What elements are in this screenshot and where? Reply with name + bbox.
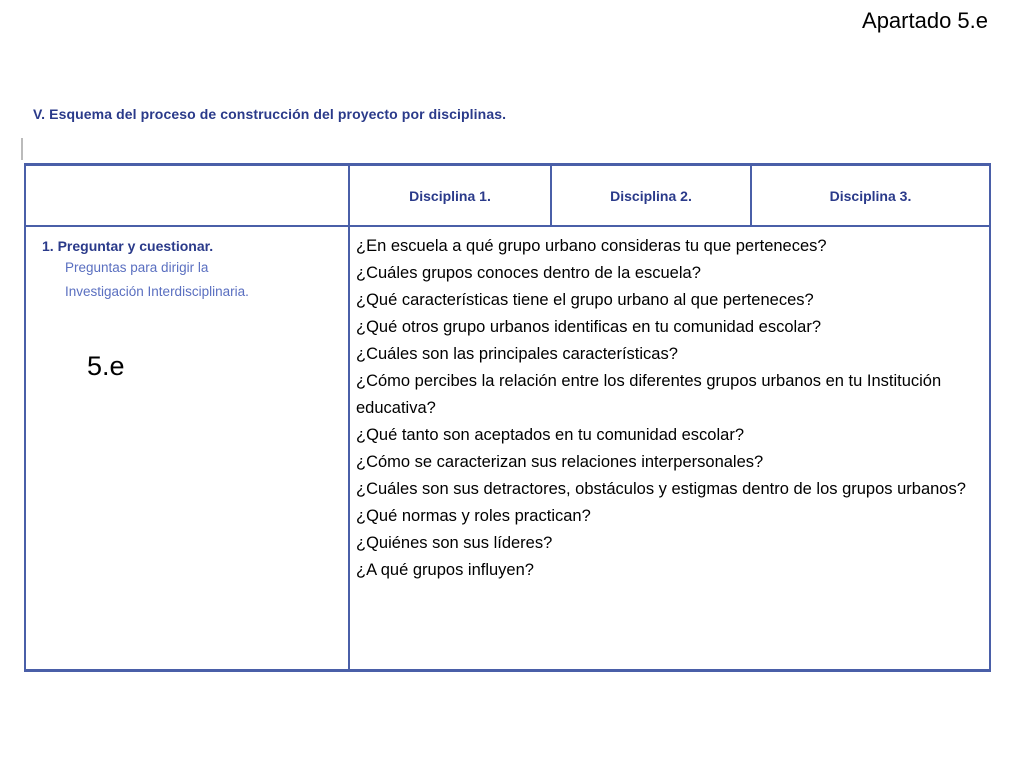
question-item: ¿Qué tanto son aceptados en tu comunidad escolar? (356, 426, 744, 444)
question-item: ¿Cómo percibes la relación entre los diferentes grupos urbanos en tu Institución (356, 372, 942, 390)
header-discipline-1: Disciplina 1. (409, 187, 491, 204)
header-cell-empty (26, 166, 348, 225)
discipline-scheme-table (24, 163, 991, 672)
question-item: ¿Cómo se caracterizan sus relaciones interpersonales? (356, 453, 764, 471)
stage-code-label: 5.e (87, 351, 125, 381)
stage-subtitle-line-1: Preguntas para dirigir la (65, 260, 209, 275)
question-item: ¿Qué normas y roles practican? (356, 507, 591, 525)
stage-title: 1. Preguntar y cuestionar. (42, 238, 214, 254)
slide-corner-title: Apartado 5.e (862, 8, 988, 33)
question-item: ¿A qué grupos influyen? (356, 561, 534, 579)
question-item: ¿Cuáles son sus detractores, obstáculos y estigmas dentro de los grupos urbanos? (356, 480, 966, 498)
margin-tick-mark (21, 138, 23, 160)
question-item: ¿Quiénes son sus líderes? (356, 534, 553, 552)
section-heading: V. Esquema del proceso de construcción del proyecto por disciplinas. (33, 106, 507, 122)
question-item: ¿Qué características tiene el grupo urbano al que perteneces? (356, 291, 814, 309)
question-item: ¿Cuáles son las principales características? (356, 345, 678, 363)
column-divider (750, 166, 752, 225)
question-item: ¿Cuáles grupos conoces dentro de la escuela? (356, 264, 701, 282)
question-list (356, 233, 986, 584)
column-divider (348, 166, 350, 670)
stage-cell (42, 238, 342, 304)
table-header-row (26, 166, 989, 227)
header-discipline-2: Disciplina 2. (610, 187, 692, 204)
question-item: ¿En escuela a qué grupo urbano consideras tu que perteneces? (356, 237, 827, 255)
question-item: educativa? (356, 399, 436, 417)
column-divider (550, 166, 552, 225)
question-item: ¿Qué otros grupo urbanos identificas en tu comunidad escolar? (356, 318, 822, 336)
header-discipline-3: Disciplina 3. (829, 187, 912, 204)
stage-subtitle-line-2: Investigación Interdisciplinaria. (65, 284, 249, 299)
